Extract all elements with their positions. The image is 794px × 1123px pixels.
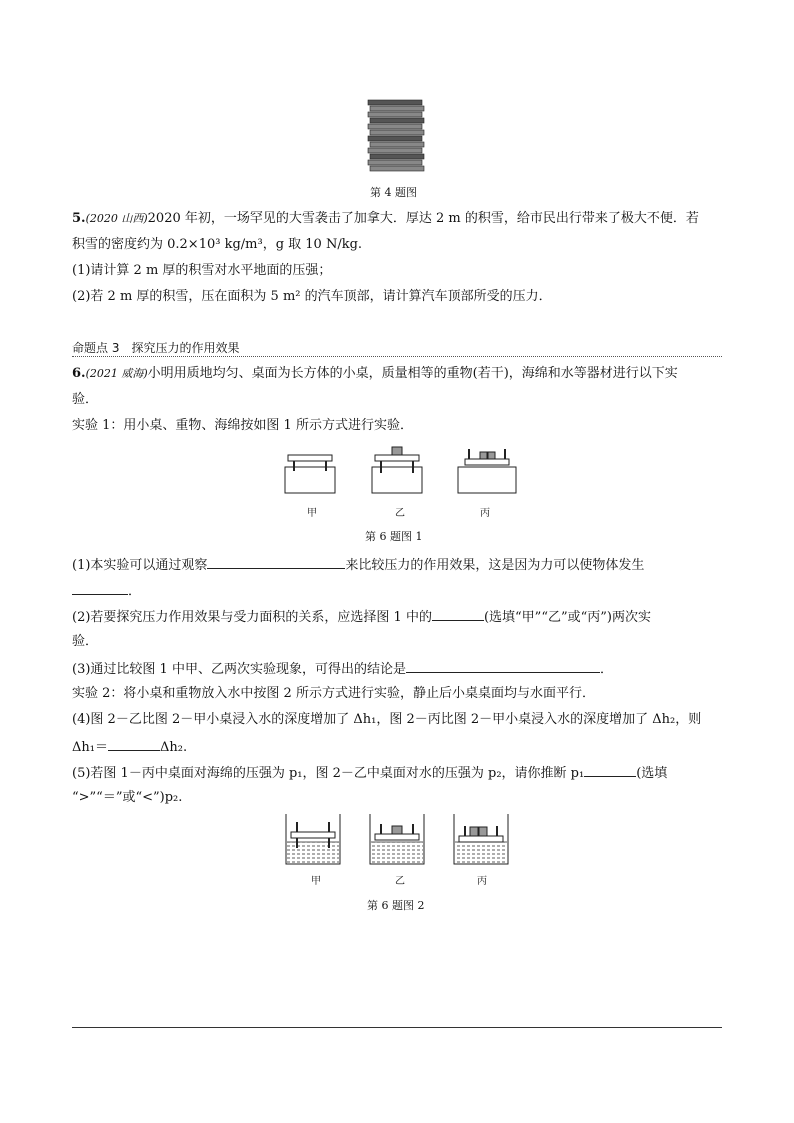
q6-number: 6. [72, 366, 86, 381]
q6-experiment-2: 实验 2：将小桌和重物放入水中按图 2 所示方式进行实验，静止后小桌桌面均与水面平行． [72, 686, 595, 701]
fig6-2-label-bing: 丙 [477, 876, 487, 887]
blank-conclusion[interactable] [406, 658, 600, 673]
q6-part-4-line-1: (4)图 2－乙比图 2－甲小桌浸入水的深度增加了 Δh₁，图 2－丙比图 2－甲小桌浸入水的深度增加了 Δh₂，则 [72, 712, 702, 727]
q6-part-5-line-1: (5)若图 1－丙中桌面对海绵的压强为 p₁，图 2－乙中桌面对水的压强为 p₂，请你推断 p₁ (选填 [72, 762, 667, 784]
water-tank-bing [454, 814, 508, 864]
q6-part-5-line-2: “>”“＝”或“<”)p₂. [72, 790, 183, 805]
figure-6-1-diagram [280, 445, 520, 505]
q5-part-2: (2)若 2 m 厚的积雪，压在面积为 5 m² 的汽车顶部，请计算汽车顶部所受的压力． [72, 289, 552, 304]
blank-observe[interactable] [207, 554, 345, 569]
section-header: 命题点 3 探究压力的作用效果 [72, 340, 722, 357]
q6-source: (2021 威海) [85, 367, 148, 380]
q6-part-1-line-2: ． [72, 580, 141, 602]
q5-line-2: 积雪的密度约为 0.2×10³ kg/m³，g 取 10 N/kg. [72, 237, 363, 252]
q5-number: 5. [72, 211, 86, 226]
book [370, 142, 424, 147]
q6-part-4-line-2: Δh₁＝ Δh₂. [72, 736, 187, 758]
book [370, 154, 424, 159]
fig6-1-label-yi: 乙 [395, 508, 405, 519]
q6-part-1-line-1: (1)本实验可以通过观察 来比较压力的作用效果，这是因为力可以使物体发生 [72, 554, 644, 576]
book [370, 166, 424, 171]
blank-delta-h[interactable] [108, 736, 160, 751]
q5-part-1: (1)请计算 2 m 厚的积雪对水平地面的压强； [72, 263, 332, 278]
book [370, 106, 424, 111]
fig6-1-label-bing: 丙 [480, 508, 490, 519]
footer-rule [72, 1027, 722, 1028]
q5-text-1: 2020 年初，一场罕见的大雪袭击了加拿大．厚达 2 m 的积雪，给市民出行带来了极大不便．若 [147, 211, 699, 226]
fig6-1-label-jia: 甲 [307, 508, 317, 519]
book [368, 112, 422, 117]
q6-part-2-line-2: 验． [72, 634, 99, 649]
book [368, 148, 422, 153]
figure-6-2-caption: 第 6 题图 2 [367, 899, 425, 912]
sponge-jia [285, 455, 335, 493]
book [368, 100, 422, 105]
water-tank-yi [370, 814, 424, 864]
q6-text-1: 小明用质地均匀、桌面为长方体的小桌，质量相等的重物(若干)，海绵和水等器材进行以下实 [147, 366, 678, 381]
fig6-2-label-yi: 乙 [395, 876, 405, 887]
book [368, 136, 422, 141]
blank-pressure-compare[interactable] [584, 762, 636, 777]
q6-part-2-line-1: (2)若要探究压力作用效果与受力面积的关系，应选择图 1 中的 (选填“甲”“乙”或“丙”)两次实 [72, 606, 651, 628]
sponge-yi [372, 447, 422, 493]
figure-6-1-caption: 第 6 题图 1 [365, 530, 423, 543]
stacked-books-figure [367, 98, 427, 178]
book [368, 124, 422, 129]
q6-part-3: (3)通过比较图 1 中甲、乙两次实验现象，可得出的结论是 ． [72, 658, 613, 680]
q6-experiment-1: 实验 1：用小桌、重物、海绵按如图 1 所示方式进行实验． [72, 418, 413, 433]
q5-line-1 [72, 209, 699, 229]
figure-4-caption: 第 4 题图 [370, 186, 417, 199]
figure-6-2-diagram [282, 812, 522, 872]
sponge-bing [458, 449, 516, 493]
book [368, 160, 422, 165]
book [370, 130, 424, 135]
book [370, 118, 424, 123]
blank-deform[interactable] [72, 580, 128, 595]
q5-source: (2020 山西) [85, 212, 148, 225]
q6-line-2: 验． [72, 392, 99, 407]
blank-figure-choice[interactable] [432, 606, 484, 621]
q6-line-1 [72, 364, 678, 384]
water-tank-jia [286, 814, 340, 864]
fig6-2-label-jia: 甲 [311, 876, 321, 887]
